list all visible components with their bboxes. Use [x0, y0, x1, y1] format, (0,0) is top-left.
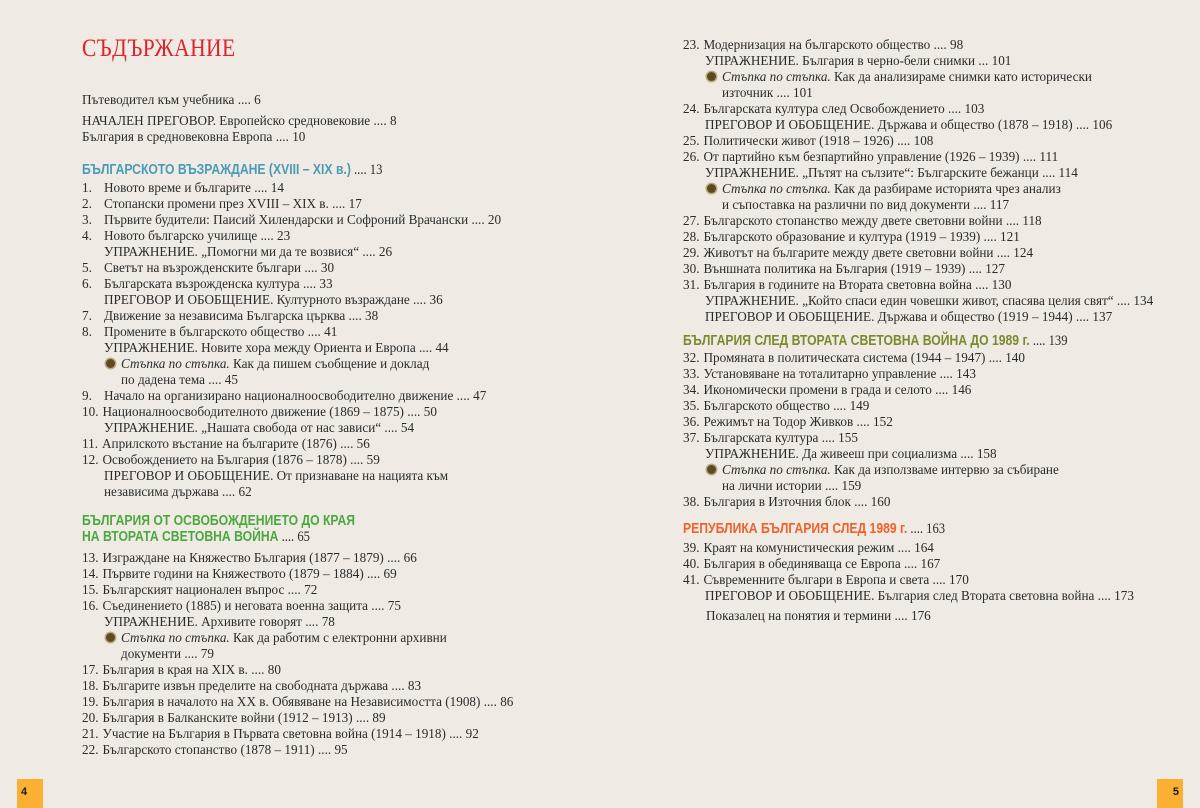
toc-subentry[interactable]: УПРАЖНЕНИЕ. България в черно-бели снимки ... 101: [705, 53, 1012, 68]
step-by-step-entry[interactable]: [707, 69, 1092, 85]
entry-title: Българското общество .... 149: [703, 398, 870, 413]
toc-entry[interactable]: [82, 662, 281, 678]
entry-title: Изграждане на Княжество България (1877 – 1879) .... 66: [102, 550, 417, 565]
toc-subentry[interactable]: УПРАЖНЕНИЕ. Новите хора между Ориента и Европа .... 44: [104, 340, 449, 355]
toc-entry[interactable]: [82, 598, 401, 614]
entry-number: 14.: [82, 566, 99, 581]
toc-entry[interactable]: [683, 366, 976, 382]
toc-subentry[interactable]: ПРЕГОВОР И ОБОБЩЕНИЕ. България след Втората световна война .... 173: [705, 588, 1134, 603]
step-by-step-entry[interactable]: [106, 630, 447, 646]
entry-number: 39.: [683, 540, 700, 555]
entry-title: Стопански промени през XVIII – XIX в. .... 17: [104, 196, 362, 211]
toc-entry[interactable]: [82, 308, 378, 324]
entry-number: 27.: [683, 213, 700, 228]
entry-title: Националноосвободителното движение (1869 – 1875) .... 50: [102, 404, 437, 419]
entry-title: Новото българско училище .... 23: [104, 228, 291, 243]
entry-title: Първите будители: Паисий Хилендарски и Софроний Врачански .... 20: [104, 212, 502, 227]
entry-number: 30.: [683, 261, 700, 276]
toc-subentry[interactable]: УПРАЖНЕНИЕ. „Помогни ми да те возвися“ .... 26: [104, 244, 393, 259]
entry-number: 29.: [683, 245, 700, 260]
step-by-step-entry[interactable]: [707, 462, 1059, 478]
step-label: Стъпка по стъпка.: [121, 630, 230, 645]
toc-entry[interactable]: [683, 430, 858, 446]
toc-entry[interactable]: [683, 414, 893, 430]
entry-number: 23.: [683, 37, 700, 52]
toc-entry[interactable]: [82, 436, 370, 452]
entry-title: България в обединяваща се Европа .... 167: [703, 556, 941, 571]
entry-title: Първите години на Княжеството (1879 – 1884) .... 69: [102, 566, 397, 581]
toc-entry[interactable]: [82, 276, 333, 292]
entry-number: 33.: [683, 366, 700, 381]
toc-entry[interactable]: [683, 382, 971, 398]
entry-title: Българското образование и култура (1919 – 1939) .... 121: [703, 229, 1020, 244]
section-heading[interactable]: РЕПУБЛИКА БЪЛГАРИЯ СЛЕД 1989 г. .... 163: [683, 521, 946, 537]
entry-number: 37.: [683, 430, 700, 445]
page-title: СЪДЪРЖАНИЕ: [82, 35, 236, 62]
entry-number: 5.: [82, 260, 92, 275]
entry-title: Българският национален въпрос .... 72: [102, 582, 318, 597]
entry-title: Освобождението на България (1876 – 1878) .... 59: [102, 452, 380, 467]
section-heading[interactable]: БЪЛГАРИЯ СЛЕД ВТОРАТА СВЕТОВНА ВОЙНА ДО 1989 г. .... 139: [683, 333, 1068, 349]
toc-entry[interactable]: [683, 101, 984, 117]
step-title: Как да използваме интервю за събиране: [830, 462, 1059, 477]
entry-number: 16.: [82, 598, 99, 613]
entry-title: България в Балканските войни (1912 – 1913) .... 89: [102, 710, 386, 725]
entry-title: Българската възрожденска култура .... 33: [104, 276, 333, 291]
entry-title: Политически живот (1918 – 1926) .... 108: [703, 133, 934, 148]
entry-number: 22.: [82, 742, 99, 757]
entry-title: Новото време и българите .... 14: [104, 180, 284, 195]
toc-entry[interactable]: [82, 566, 397, 582]
toc-entry[interactable]: [82, 404, 437, 420]
entry-number: 8.: [82, 324, 92, 339]
entry-title: Българското стопанство между двете световни войни .... 118: [703, 213, 1042, 228]
entry-title: България в началото на XX в. Обявяване на Независимостта (1908) .... 86: [102, 694, 514, 709]
toc-entry[interactable]: [683, 213, 1042, 229]
toc-subentry[interactable]: УПРАЖНЕНИЕ. „Нашата свобода от нас зависи“ .... 54: [104, 420, 415, 435]
entry-number: 28.: [683, 229, 700, 244]
step-title: Как да работим с електронни архивни: [229, 630, 447, 645]
entry-title: Установяване на тоталитарно управление .... 143: [703, 366, 976, 381]
toc-subentry[interactable]: УПРАЖНЕНИЕ. „Пътят на сълзите“: Българските бежанци .... 114: [705, 165, 1078, 180]
toc-entry[interactable]: [683, 572, 969, 588]
entry-title: Краят на комунистическия режим .... 164: [703, 540, 934, 555]
toc-subentry-cont[interactable]: независима държава .... 62: [104, 484, 252, 499]
entry-title: Животът на българите между двете световни войни .... 124: [703, 245, 1034, 260]
entry-number: 1.: [82, 180, 92, 195]
step-label: Стъпка по стъпка.: [722, 69, 831, 84]
toc-entry[interactable]: [82, 550, 417, 566]
toc-entry[interactable]: [82, 228, 290, 244]
entry-title: Движение за независима Българска църква .... 38: [104, 308, 379, 323]
entry-title: Априлското въстание на българите (1876) .... 56: [102, 436, 370, 451]
toc-entry[interactable]: Пътеводител към учебника .... 6: [82, 92, 261, 107]
entry-title: България в годините на Втората световна война .... 130: [703, 277, 1012, 292]
toc-subentry[interactable]: УПРАЖНЕНИЕ. „Който спаси един човешки живот, спасява целия свят“ .... 134: [705, 293, 1154, 308]
entry-number: 10.: [82, 404, 99, 419]
bullet-icon: [707, 465, 716, 474]
entry-title: Българската култура .... 155: [703, 430, 858, 445]
toc-entry[interactable]: [82, 710, 386, 726]
page-number: 4: [21, 786, 28, 798]
section-heading[interactable]: БЪЛГАРИЯ ОТ ОСВОБОЖДЕНИЕТО ДО КРАЯ: [82, 513, 356, 529]
toc-entry[interactable]: [82, 678, 421, 694]
entry-number: 25.: [683, 133, 700, 148]
entry-number: 12.: [82, 452, 99, 467]
entry-number: 31.: [683, 277, 700, 292]
toc-entry[interactable]: България в средновековна Европа .... 10: [82, 129, 306, 144]
entry-title: Българите извън пределите на свободната държава .... 83: [102, 678, 422, 693]
entry-number: 36.: [683, 414, 700, 429]
step-label: Стъпка по стъпка.: [121, 356, 230, 371]
entry-title: Светът на възрожденските българи .... 30: [104, 260, 335, 275]
toc-entry[interactable]: [683, 229, 1020, 245]
toc-subentry[interactable]: ПРЕГОВОР И ОБОБЩЕНИЕ. Държава и общество (1919 – 1944) .... 137: [705, 309, 1113, 324]
entry-number: 35.: [683, 398, 700, 413]
toc-entry[interactable]: [82, 694, 513, 710]
entry-title: България в Източния блок .... 160: [703, 494, 891, 509]
entry-number: 13.: [82, 550, 99, 565]
entry-title: България в края на XIX в. .... 80: [102, 662, 281, 677]
step-by-step-cont[interactable]: по дадена тема .... 45: [121, 372, 238, 387]
entry-title: Участие на България в Първата световна война (1914 – 1918) .... 92: [102, 726, 479, 741]
bullet-icon: [707, 184, 716, 193]
step-title: Как да разбираме историята чрез анализ: [830, 181, 1061, 196]
entry-title: Начало на организирано националноосвободително движение .... 47: [104, 388, 487, 403]
step-by-step-cont[interactable]: документи .... 79: [121, 646, 214, 661]
toc-subentry[interactable]: УПРАЖНЕНИЕ. Да живееш при социализма .... 158: [705, 446, 997, 461]
entry-title: Режимът на Тодор Живков .... 152: [703, 414, 893, 429]
entry-title: Промяната в политическата система (1944 – 1947) .... 140: [703, 350, 1025, 365]
page-number-box: [17, 779, 43, 808]
toc-entry[interactable]: [82, 196, 362, 212]
toc-entry[interactable]: [82, 452, 380, 468]
toc-entry[interactable]: [683, 261, 1005, 277]
entry-number: 11.: [82, 436, 98, 451]
entry-number: 18.: [82, 678, 99, 693]
toc-subentry[interactable]: ПРЕГОВОР И ОБОБЩЕНИЕ. Държава и общество (1878 – 1918) .... 106: [705, 117, 1113, 132]
step-by-step-cont[interactable]: източник .... 101: [722, 85, 813, 100]
entry-number: 40.: [683, 556, 700, 571]
toc-entry[interactable]: [82, 212, 501, 228]
toc-subentry[interactable]: ПРЕГОВОР И ОБОБЩЕНИЕ. От признаване на нацията към: [104, 468, 449, 483]
entry-number: 41.: [683, 572, 700, 587]
entry-number: 32.: [683, 350, 700, 365]
toc-entry[interactable]: [683, 133, 933, 149]
entry-title: Българското стопанство (1878 – 1911) .... 95: [102, 742, 348, 757]
step-by-step-entry[interactable]: [106, 356, 429, 372]
step-by-step-cont[interactable]: на лични истории .... 159: [722, 478, 862, 493]
right-page: [600, 0, 1200, 808]
toc-entry[interactable]: [683, 245, 1033, 261]
section-heading-cont[interactable]: НА ВТОРАТА СВЕТОВНА ВОЙНА .... 65: [82, 529, 310, 545]
entry-title: Икономически промени в града и селото .... 146: [703, 382, 972, 397]
entry-title: Българската култура след Освобождението .... 103: [703, 101, 985, 116]
entry-number: 26.: [683, 149, 700, 164]
step-title: Как да пишем съобщение и доклад: [229, 356, 430, 371]
toc-entry[interactable]: [683, 37, 963, 53]
toc-entry[interactable]: [683, 540, 934, 556]
step-label: Стъпка по стъпка.: [722, 462, 831, 477]
toc-entry[interactable]: [82, 324, 337, 340]
entry-number: 34.: [683, 382, 700, 397]
entry-number: 15.: [82, 582, 99, 597]
bullet-icon: [106, 633, 115, 642]
page-number: 5: [1172, 786, 1179, 798]
entry-number: 21.: [82, 726, 99, 741]
entry-number: 24.: [683, 101, 700, 116]
section-heading[interactable]: БЪЛГАРСКОТО ВЪЗРАЖДАНЕ (XVIII – XIX в.) .... 13: [82, 162, 383, 178]
index-entry[interactable]: Показалец на понятия и термини .... 176: [706, 608, 931, 623]
entry-title: От партийно към безпартийно управление (1926 – 1939) .... 111: [703, 149, 1059, 164]
toc-subentry[interactable]: ПРЕГОВОР И ОБОБЩЕНИЕ. Културното възраждане .... 36: [104, 292, 443, 307]
entry-title: Промените в българското общество .... 41: [104, 324, 338, 339]
entry-number: 6.: [82, 276, 92, 291]
entry-number: 20.: [82, 710, 99, 725]
toc-entry[interactable]: [683, 398, 869, 414]
entry-number: 4.: [82, 228, 92, 243]
toc-entry[interactable]: [683, 556, 940, 572]
toc-entry[interactable]: [683, 494, 890, 510]
toc-entry[interactable]: [82, 726, 479, 742]
toc-entry[interactable]: НАЧАЛЕН ПРЕГОВОР. Европейско средновековие .... 8: [82, 113, 397, 128]
entry-number: 7.: [82, 308, 92, 323]
entry-title: Модернизация на българското общество .... 98: [703, 37, 964, 52]
entry-number: 3.: [82, 212, 92, 227]
toc-entry[interactable]: [683, 350, 1025, 366]
entry-number: 9.: [82, 388, 92, 403]
step-title: Как да анализираме снимки като исторически: [830, 69, 1092, 84]
toc-entry[interactable]: [683, 277, 1011, 293]
entry-number: 38.: [683, 494, 700, 509]
entry-title: Външната политика на България (1919 – 1939) .... 127: [703, 261, 1005, 276]
entry-title: Съединението (1885) и неговата военна защита .... 75: [102, 598, 401, 613]
entry-title: Съвременните българи в Европа и света .... 170: [703, 572, 969, 587]
step-by-step-entry[interactable]: [707, 181, 1061, 197]
toc-subentry[interactable]: УПРАЖНЕНИЕ. Архивите говорят .... 78: [104, 614, 335, 629]
bullet-icon: [707, 72, 716, 81]
toc-entry[interactable]: [82, 180, 284, 196]
entry-number: 19.: [82, 694, 99, 709]
page-number-box: [1157, 779, 1183, 808]
toc-entry[interactable]: [82, 388, 486, 404]
bullet-icon: [106, 359, 115, 368]
step-by-step-cont[interactable]: и съпоставка на различни по вид документи .... 117: [722, 197, 1010, 212]
step-label: Стъпка по стъпка.: [722, 181, 831, 196]
toc-entry[interactable]: [683, 149, 1058, 165]
toc-entry[interactable]: [82, 742, 348, 758]
toc-entry[interactable]: [82, 260, 334, 276]
entry-number: 17.: [82, 662, 99, 677]
entry-number: 2.: [82, 196, 92, 211]
toc-entry[interactable]: [82, 582, 317, 598]
